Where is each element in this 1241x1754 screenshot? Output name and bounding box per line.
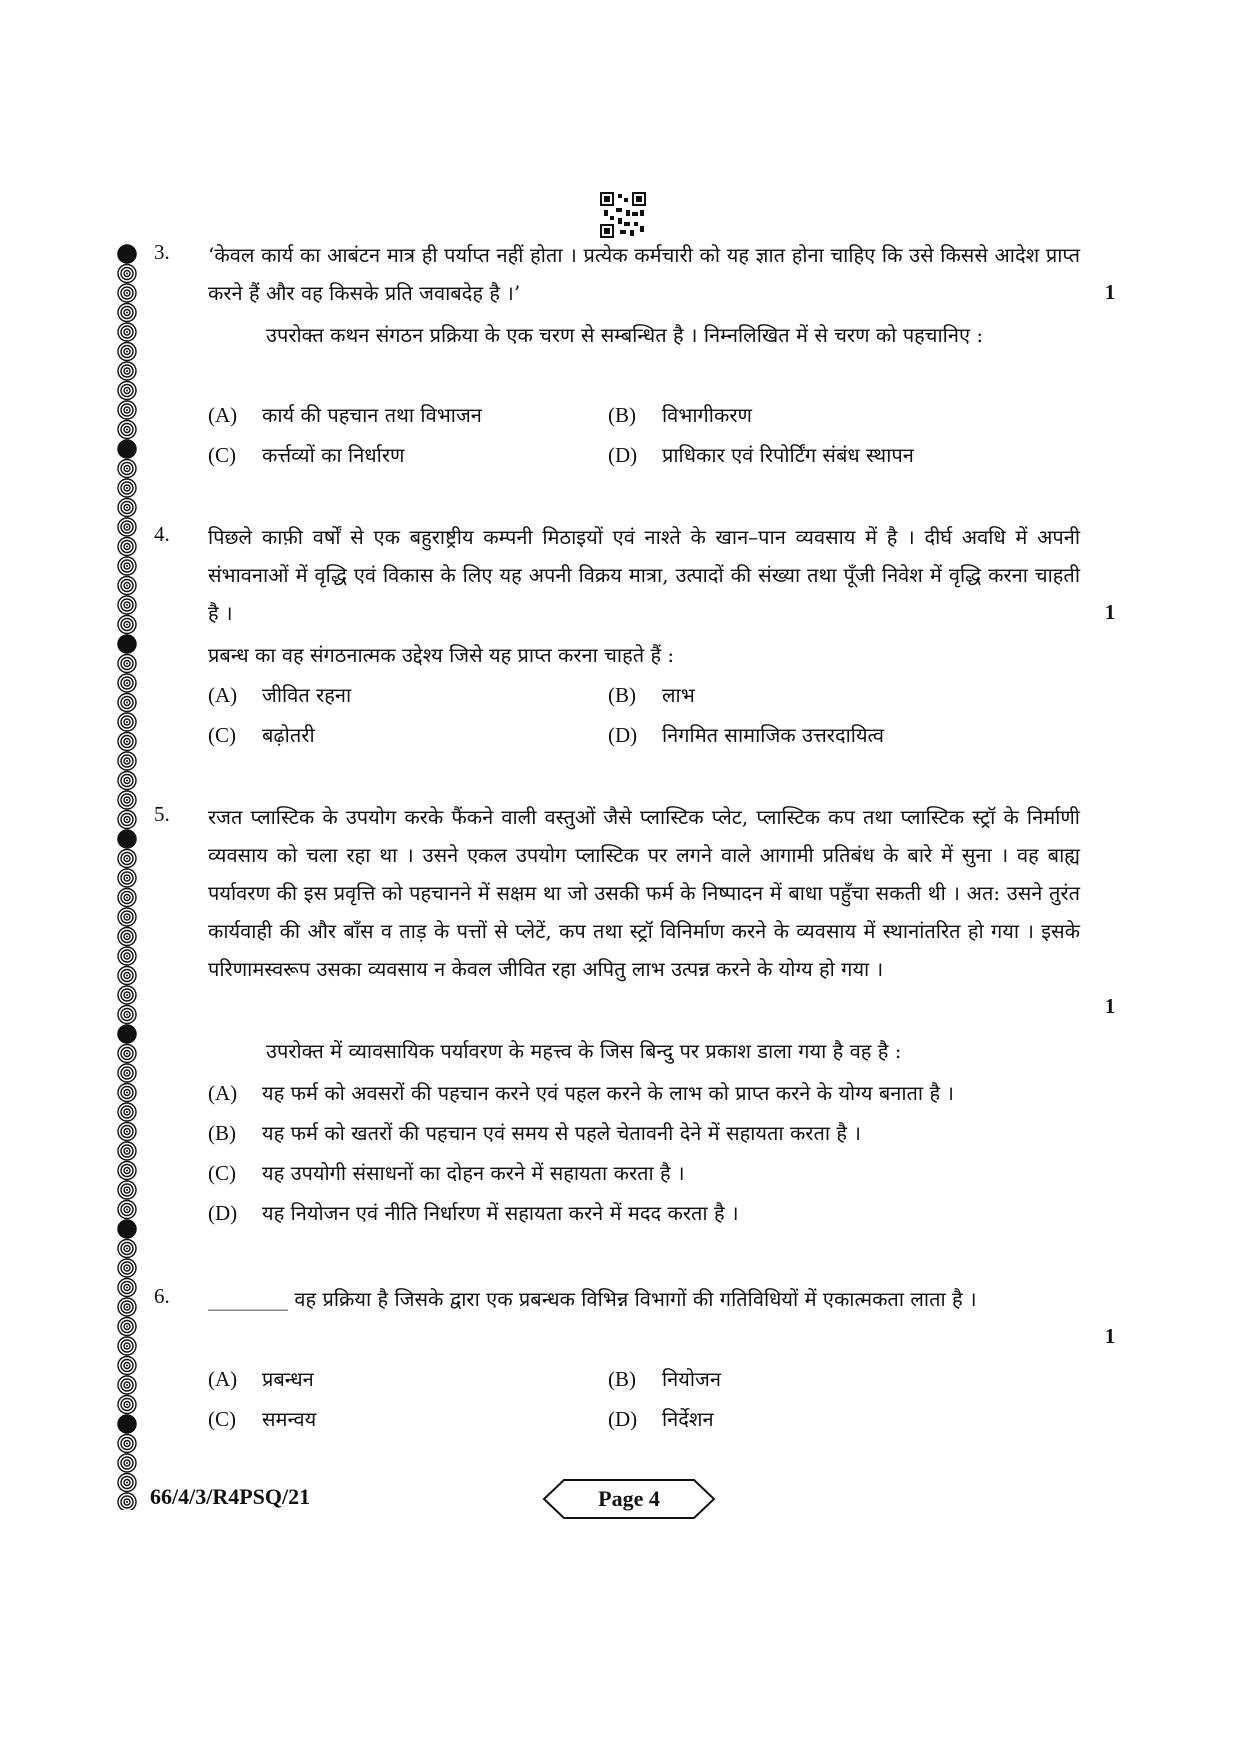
margin-circle-icon <box>118 1337 136 1355</box>
margin-filled-circle-icon <box>118 245 136 263</box>
margin-circle-icon <box>118 713 136 731</box>
option-label: (D) <box>608 443 638 467</box>
margin-circle-icon <box>118 1142 136 1160</box>
margin-circle-icon <box>118 772 136 790</box>
margin-circle-icon <box>118 1454 136 1472</box>
margin-circle-icon <box>118 1045 136 1063</box>
question-stem: ________ वह प्रक्रिया है जिसके द्वारा एक प्रबन्धक विभिन्न विभागों की गतिविधियों में एकात्मकता लाता है । <box>208 1287 977 1311</box>
margin-circle-icon <box>118 323 136 341</box>
margin-circle-icon <box>118 1259 136 1277</box>
option-text: समन्वय <box>262 1407 317 1431</box>
margin-filled-circle-icon <box>118 1220 136 1238</box>
option-a <box>208 1078 954 1108</box>
qr-code-icon <box>600 192 646 238</box>
option-label: (B) <box>208 1121 236 1145</box>
margin-circle-icon <box>118 928 136 946</box>
margin-circle-icon <box>118 908 136 926</box>
margin-circle-icon <box>118 1123 136 1141</box>
margin-circle-icon <box>118 265 136 283</box>
option-d <box>608 720 884 750</box>
question-number: 3. <box>154 240 170 264</box>
margin-circle-icon <box>118 1435 136 1453</box>
option-text: प्रबन्धन <box>262 1367 314 1391</box>
margin-circle-icon <box>118 343 136 361</box>
margin-circle-icon <box>118 1084 136 1102</box>
margin-circle-icon <box>118 557 136 575</box>
margin-circle-icon <box>118 733 136 751</box>
option-text: बढ़ोतरी <box>262 723 315 747</box>
margin-circle-icon <box>118 869 136 887</box>
margin-circle-icon <box>118 1376 136 1394</box>
option-d <box>608 440 914 470</box>
margin-circle-icon <box>118 421 136 439</box>
option-label: (C) <box>208 1407 236 1431</box>
margin-circle-icon <box>118 518 136 536</box>
margin-circle-icon <box>118 616 136 634</box>
option-text: यह उपयोगी संसाधनों का दोहन करने में सहायता करता है । <box>262 1161 685 1185</box>
question-stem: पिछले काफ़ी वर्षों से एक बहुराष्ट्रीय कम्पनी मिठाइयों एवं नाश्ते के खान–पान व्यवसाय में है । दीर्घ अवधि में अपनी संभावनाओं में वृद्धि एवं विकास के लिए यह अपनी विक्रय मात्रा, उत्पादों की संख्या तथा पूँजी निवेश में वृद्धि करना चाहती है । <box>208 525 1080 625</box>
margin-circle-icon <box>118 1240 136 1258</box>
option-b <box>608 1364 721 1394</box>
margin-circle-icon <box>118 889 136 907</box>
question-instruction: उपरोक्त कथन संगठन प्रक्रिया के एक चरण से सम्बन्धित है । निम्नलिखित में से चरण को पहचानिए : <box>266 323 984 347</box>
option-text: यह नियोजन एवं नीति निर्धारण में सहायता करने में मदद करता है । <box>262 1201 739 1225</box>
margin-filled-circle-icon <box>118 830 136 848</box>
margin-circle-icon <box>118 1396 136 1414</box>
margin-circle-icon <box>118 1162 136 1180</box>
margin-circle-icon <box>118 947 136 965</box>
question-number: 4. <box>154 522 170 546</box>
margin-circle-strip <box>110 244 144 1510</box>
option-b <box>608 400 752 430</box>
question-number: 6. <box>154 1284 170 1308</box>
option-text: कर्त्तव्यों का निर्धारण <box>262 443 405 467</box>
question-stem: ‘केवल कार्य का आबंटन मात्र ही पर्याप्त नहीं होता । प्रत्येक कर्मचारी को यह ज्ञात होना चाहिए कि उसे किससे आदेश प्राप्त करने हैं और वह किसके प्रति जवाबदेह है ।’ <box>208 243 1080 305</box>
margin-circle-icon <box>118 1357 136 1375</box>
margin-circle-icon <box>118 1318 136 1336</box>
margin-circle-icon <box>118 752 136 770</box>
option-label: (A) <box>208 1081 238 1105</box>
option-label: (C) <box>208 443 236 467</box>
option-label: (C) <box>208 1161 236 1185</box>
option-a <box>208 1364 314 1394</box>
margin-circle-icon <box>118 1103 136 1121</box>
option-d <box>208 1198 739 1228</box>
marks: 1 <box>1104 280 1116 304</box>
question-number: 5. <box>154 802 170 826</box>
margin-circle-icon <box>118 1474 136 1492</box>
option-label: (D) <box>608 1407 638 1431</box>
option-text: यह फर्म को खतरों की पहचान एवं समय से पहले चेतावनी देने में सहायता करता है । <box>262 1121 861 1145</box>
question-4 <box>140 518 1116 768</box>
option-text: निगमित सामाजिक उत्तरदायित्व <box>662 723 884 747</box>
option-text: लाभ <box>662 683 695 707</box>
margin-circle-icon <box>118 694 136 712</box>
option-c <box>208 1158 685 1188</box>
option-a <box>208 680 351 710</box>
option-text: यह फर्म को अवसरों की पहचान करने एवं पहल करने के लाभ को प्राप्त करने के योग्य बनाता है । <box>262 1081 955 1105</box>
margin-circle-icon <box>118 655 136 673</box>
margin-circle-icon <box>118 1064 136 1082</box>
question-stem: रजत प्लास्टिक के उपयोग करके फैंकने वाली वस्तुओं जैसे प्लास्टिक प्लेट, प्लास्टिक कप तथा प्लास्टिक स्ट्रॉ के निर्माणी व्यवसाय को चला रहा था । उसने एकल उपयोग प्लास्टिक पर लगने वाले आगामी प्रतिबंध के बारे में सुना । वह बाह्य पर्यावरण की इस प्रवृत्ति को पहचानने में सक्षम था जो उसकी फर्म के निष्पादन में बाधा पहुँचा सकती थी । अत: उसने तुरंत कार्यवाही की और बाँस व ताड़ के पत्तों से प्लेटें, कप तथा स्ट्रॉ विनिर्माण करने के व्यवसाय में स्थानांतरित हो गया । इसके परिणामस्वरूप उसका व्यवसाय न केवल जीवित रहा अपितु लाभ उत्पन्न करने के योग्य हो गया । <box>208 805 1080 981</box>
option-text: विभागीकरण <box>662 403 752 427</box>
margin-circle-icon <box>118 850 136 868</box>
margin-circle-icon <box>118 596 136 614</box>
option-text: निर्देशन <box>662 1407 714 1431</box>
option-label: (A) <box>208 683 238 707</box>
question-6 <box>140 1280 1116 1460</box>
option-text: कार्य की पहचान तथा विभाजन <box>262 403 482 427</box>
margin-circle-icon <box>118 362 136 380</box>
margin-filled-circle-icon <box>118 440 136 458</box>
margin-circle-icon <box>118 967 136 985</box>
margin-circle-icon <box>118 538 136 556</box>
margin-circle-icon <box>118 1493 136 1510</box>
margin-circle-icon <box>118 304 136 322</box>
margin-circle-icon <box>118 1279 136 1297</box>
option-label: (A) <box>208 1367 238 1391</box>
option-b <box>608 680 695 710</box>
option-label: (A) <box>208 403 238 427</box>
marks: 1 <box>1104 600 1116 624</box>
margin-circle-icon <box>118 791 136 809</box>
option-text: प्राधिकार एवं रिपोर्टिंग संबंध स्थापन <box>662 443 914 467</box>
question-3 <box>140 236 1116 486</box>
margin-circle-icon <box>118 674 136 692</box>
option-text: जीवित रहना <box>262 683 352 707</box>
option-label: (B) <box>608 403 636 427</box>
option-label: (D) <box>208 1201 238 1225</box>
page-label: Page 4 <box>598 1486 660 1511</box>
option-c <box>208 1404 316 1434</box>
margin-circle-icon <box>118 1298 136 1316</box>
margin-filled-circle-icon <box>118 1415 136 1433</box>
margin-circle-icon <box>118 577 136 595</box>
option-b <box>208 1118 861 1148</box>
margin-circle-icon <box>118 284 136 302</box>
option-label: (D) <box>608 723 638 747</box>
question-instruction: प्रबन्ध का वह संगठनात्मक उद्देश्य जिसे यह प्राप्त करना चाहते हैं : <box>208 643 675 667</box>
margin-circle-icon <box>118 479 136 497</box>
margin-circle-icon <box>118 811 136 829</box>
margin-circle-icon <box>118 499 136 517</box>
page-number-tag <box>542 1478 716 1520</box>
margin-circle-icon <box>118 1006 136 1024</box>
option-label: (C) <box>208 723 236 747</box>
margin-circle-icon <box>118 401 136 419</box>
marks: 1 <box>1104 1324 1116 1348</box>
paper-code: 66/4/3/R4PSQ/21 <box>150 1484 311 1509</box>
option-c <box>208 720 315 750</box>
question-instruction: उपरोक्त में व्यावसायिक पर्यावरण के महत्त्व के जिस बिन्दु पर प्रकाश डाला गया है वह है : <box>266 1039 902 1063</box>
option-c <box>208 440 404 470</box>
margin-circle-icon <box>118 1181 136 1199</box>
margin-circle-icon <box>118 460 136 478</box>
margin-filled-circle-icon <box>118 635 136 653</box>
option-label: (B) <box>608 1367 636 1391</box>
option-text: नियोजन <box>662 1367 721 1391</box>
margin-circle-icon <box>118 1201 136 1219</box>
marks: 1 <box>1104 994 1116 1018</box>
option-label: (B) <box>608 683 636 707</box>
option-a <box>208 400 482 430</box>
question-5 <box>140 798 1116 1228</box>
option-d <box>608 1404 714 1434</box>
margin-filled-circle-icon <box>118 1025 136 1043</box>
margin-circle-icon <box>118 986 136 1004</box>
margin-circle-icon <box>118 382 136 400</box>
